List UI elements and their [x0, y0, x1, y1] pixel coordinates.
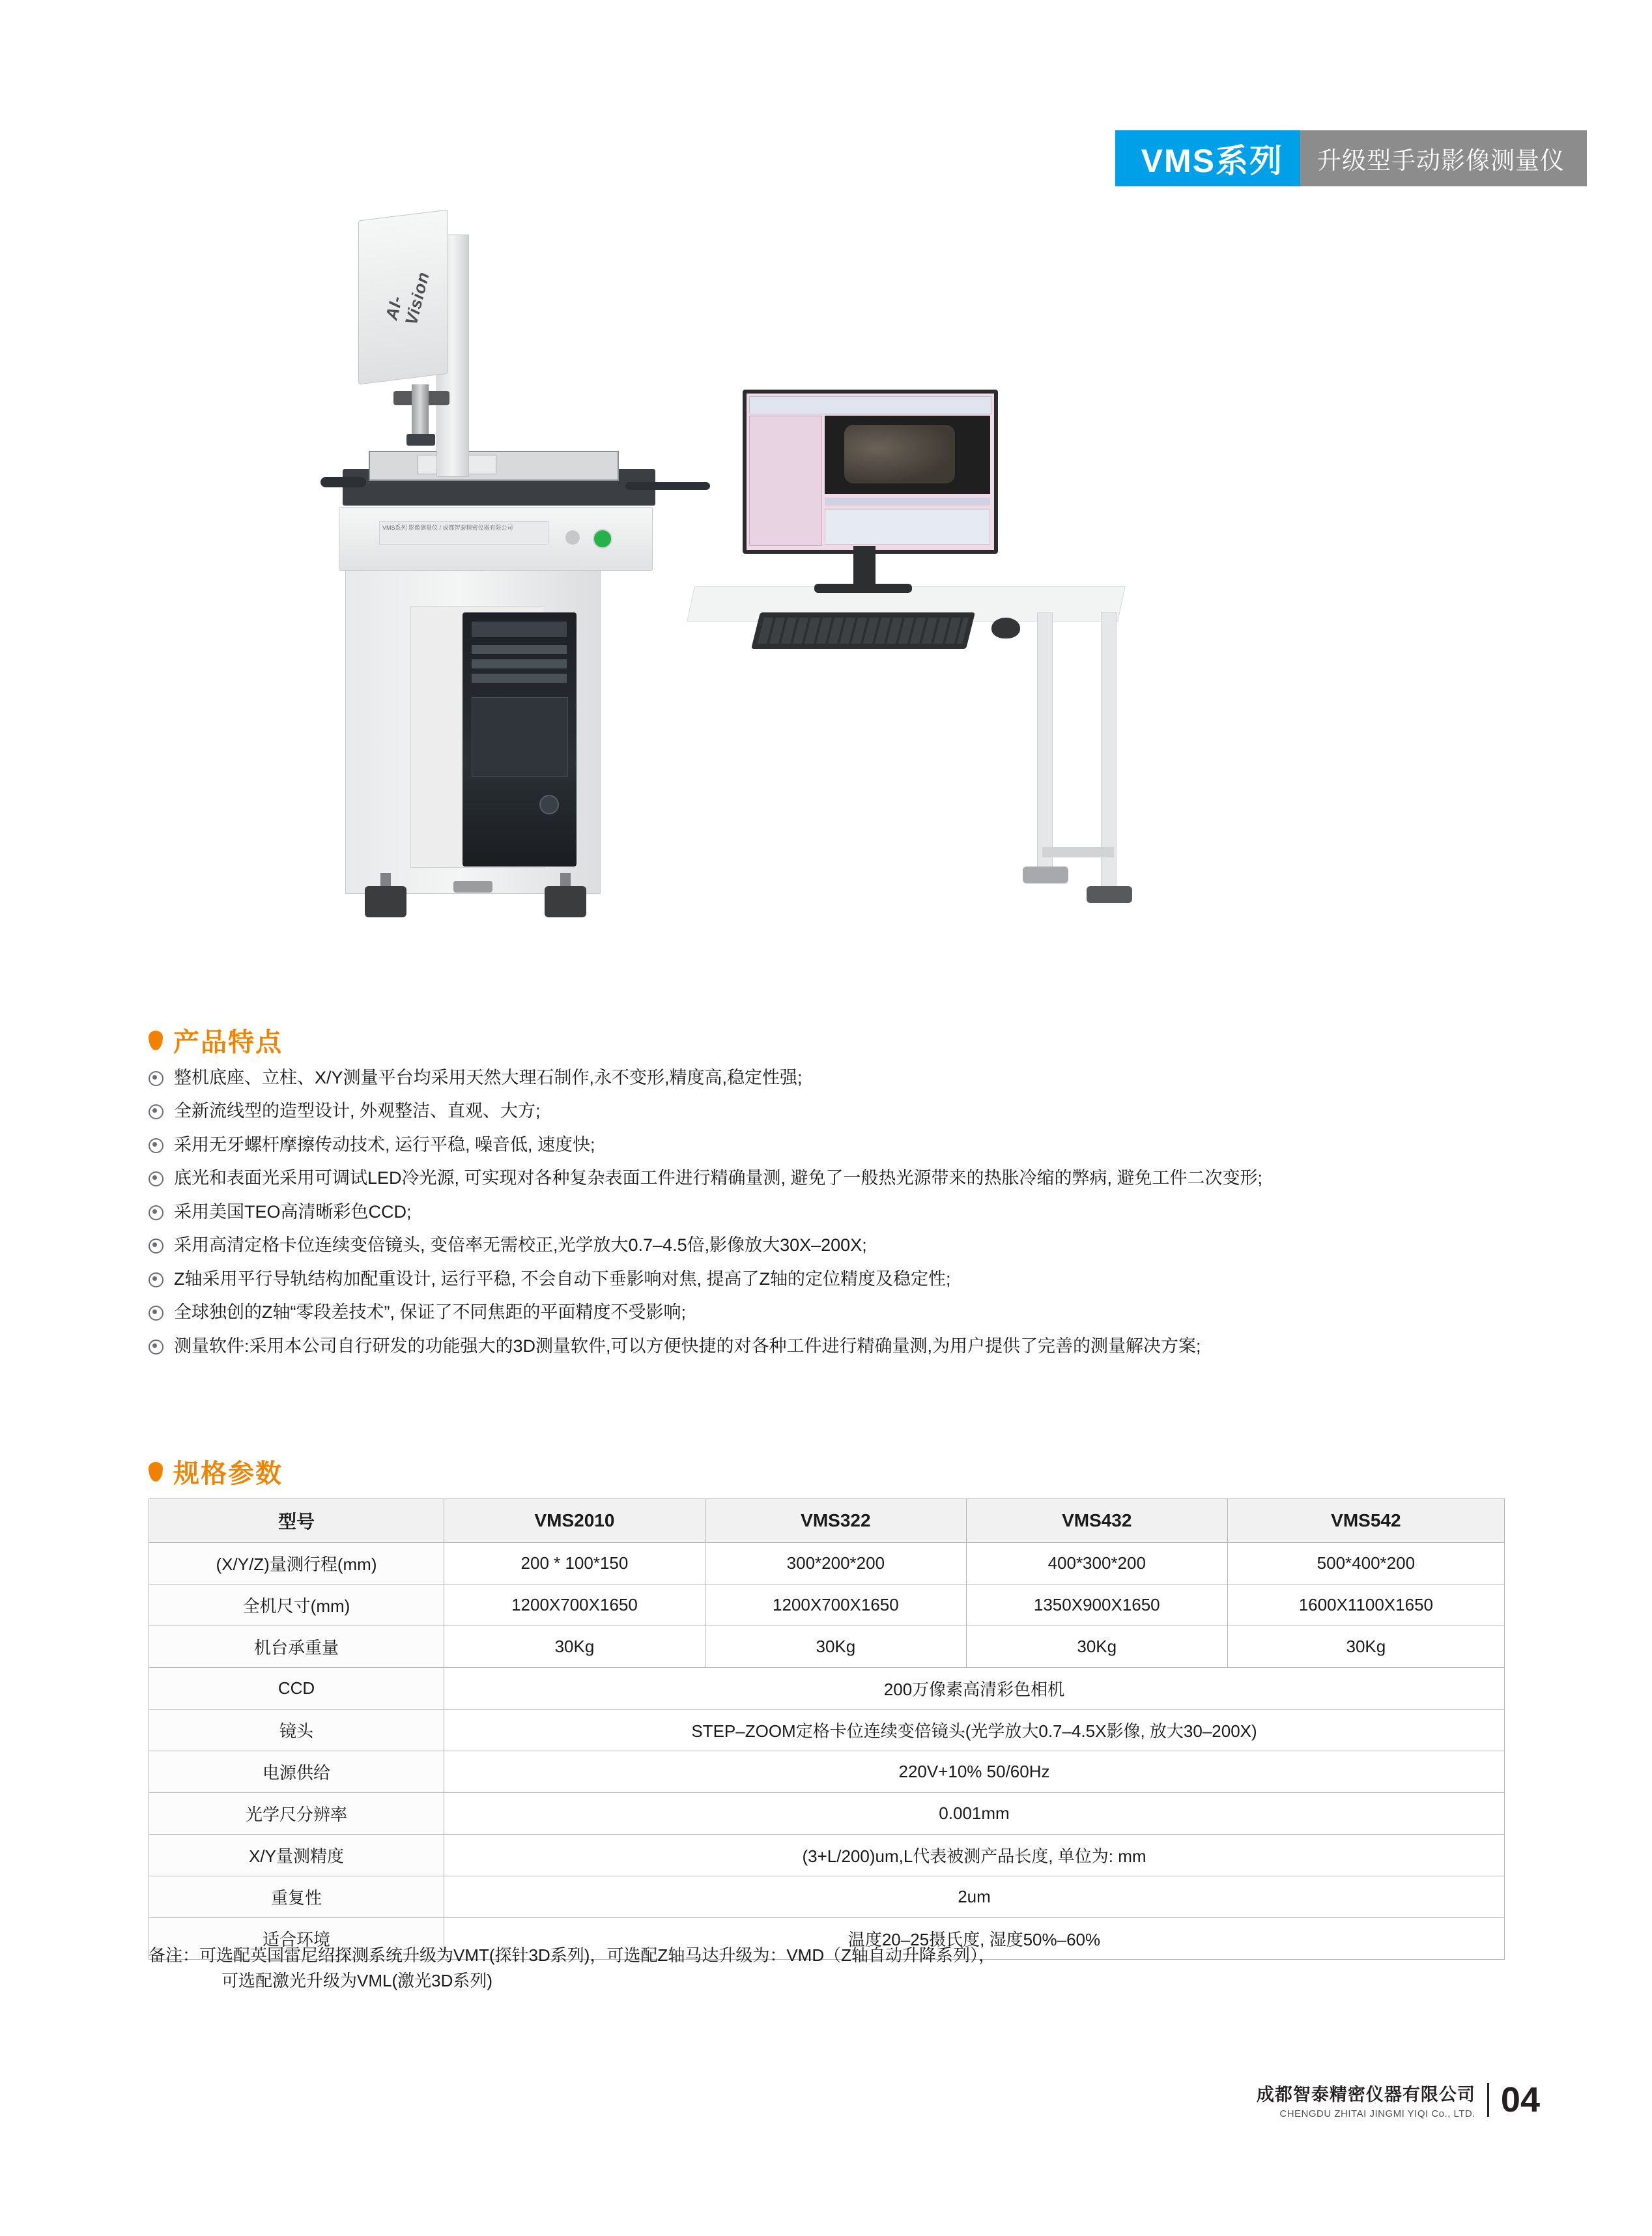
feature-text: Z轴采用平行导轨结构加配重设计, 运行平稳, 不会自动下垂影响对焦, 提高了Z轴的定位精度及稳定性; — [174, 1268, 951, 1289]
feature-text: 采用高清定格卡位连续变倍镜头, 变倍率无需校正,光学放大0.7–4.5倍,影像放大30X–200X; — [174, 1235, 867, 1255]
cell-value: 200万像素高清彩色相机 — [444, 1668, 1505, 1710]
feature-text: 采用无牙螺杆摩擦传动技术, 运行平稳, 噪音低, 速度快; — [174, 1134, 595, 1154]
workpiece-image — [844, 425, 955, 483]
footer-divider — [1487, 2083, 1489, 2117]
table-row — [149, 1668, 1505, 1710]
column-header-vms322: VMS322 — [705, 1499, 966, 1543]
row-label: 重复性 — [149, 1876, 444, 1918]
cabinet-foot-center — [453, 881, 492, 893]
software-toolbar — [749, 396, 991, 414]
monitor-stand-neck — [853, 546, 876, 586]
cabinet-foot-left — [365, 886, 406, 917]
bullet-icon — [149, 1205, 164, 1220]
list-item — [149, 1233, 1536, 1257]
row-label: 镜头 — [149, 1710, 444, 1751]
feature-text: 底光和表面光采用可调试LED冷光源, 可实现对各种复杂表面工件进行精确量测, 避免了一般热光源带来的热胀冷缩的弊病, 避免工件二次变形; — [174, 1168, 1263, 1188]
water-drop-icon — [149, 1462, 163, 1482]
cell-value: 300*200*200 — [705, 1543, 966, 1584]
monitor-screen — [747, 394, 994, 550]
specifications-table — [149, 1498, 1505, 1960]
features-heading-label: 产品特点 — [173, 1028, 283, 1057]
list-item — [149, 1200, 1536, 1224]
software-side-panel — [749, 416, 822, 546]
tower-strip-2 — [472, 659, 567, 668]
cell-value: 30Kg — [966, 1626, 1227, 1668]
row-label: (X/Y/Z)量测行程(mm) — [149, 1543, 444, 1584]
table-row — [149, 1751, 1505, 1793]
desk-leg-left — [1037, 612, 1053, 874]
monitor-stand-base — [814, 584, 912, 593]
desk-foot-left — [1023, 867, 1068, 883]
tower-drive-bay — [472, 622, 567, 637]
table-row — [149, 1626, 1505, 1668]
cell-value: 1600X1100X1650 — [1227, 1584, 1504, 1626]
column-header-vms432: VMS432 — [966, 1499, 1227, 1543]
specs-section-heading — [149, 1453, 283, 1490]
table-row — [149, 1835, 1505, 1876]
note-line-2: 可选配激光升级为VML(激光3D系列) — [221, 1971, 493, 1990]
header-title-sub: 升级型手动影像测量仪 — [1300, 130, 1587, 186]
note-line-1: 备注：可选配英国雷尼绍探测系统升级为VMT(探针3D系列)，可选配Z轴马达升级为：VMD（Z轴自动升降系列）， — [149, 1945, 995, 1965]
cell-value: 30Kg — [705, 1626, 966, 1668]
row-label: 电源供给 — [149, 1751, 444, 1793]
company-block — [1257, 2080, 1475, 2119]
table-header-row — [149, 1499, 1505, 1543]
list-item — [149, 1267, 1536, 1291]
tower-power-button — [539, 795, 559, 814]
table-note — [149, 1943, 1517, 1994]
cell-value: 1350X900X1650 — [966, 1584, 1227, 1626]
tower-strip-1 — [472, 645, 567, 654]
bullet-icon — [149, 1171, 164, 1186]
cell-value: 30Kg — [1227, 1626, 1504, 1668]
table-row — [149, 1793, 1505, 1835]
bullet-icon — [149, 1239, 164, 1254]
feature-text: 整机底座、立柱、X/Y测量平台均采用天然大理石制作,永不变形,精度高,稳定性强; — [174, 1068, 803, 1087]
page-number: 04 — [1500, 2080, 1540, 2119]
feature-text: 全新流线型的造型设计, 外观整洁、直观、大方; — [174, 1101, 541, 1121]
bullet-icon — [149, 1306, 164, 1321]
desk-foot-right — [1087, 886, 1132, 903]
water-drop-icon — [149, 1031, 163, 1050]
software-data-panel — [825, 509, 990, 545]
list-item — [149, 1334, 1536, 1358]
cell-value: 2um — [444, 1876, 1505, 1918]
cell-value: 500*400*200 — [1227, 1543, 1504, 1584]
list-item — [149, 1066, 1536, 1089]
bullet-icon — [149, 1071, 164, 1086]
cell-value: 220V+10% 50/60Hz — [444, 1751, 1505, 1793]
header-title-main: VMS系列 — [1115, 130, 1300, 186]
company-name-en: CHENGDU ZHITAI JINGMI YIQI Co., LTD. — [1279, 2108, 1475, 2119]
table-row — [149, 1876, 1505, 1918]
row-label: 机台承重量 — [149, 1626, 444, 1668]
specs-heading-label: 规格参数 — [173, 1459, 283, 1488]
list-item — [149, 1133, 1536, 1156]
cell-value: 温度20–25摄氏度, 湿度50%–60% — [444, 1918, 1505, 1960]
features-section-heading — [149, 1022, 283, 1059]
row-label: 光学尺分辨率 — [149, 1793, 444, 1835]
column-header-vms2010: VMS2010 — [444, 1499, 705, 1543]
computer-tower — [463, 612, 577, 867]
list-item — [149, 1099, 1536, 1123]
machine-power-button — [593, 529, 612, 549]
cell-value: 1200X700X1650 — [444, 1584, 705, 1626]
machine-base-label: VMS系列 影像测量仪 / 成都智泰精密仪器有限公司 — [379, 521, 548, 545]
mouse — [991, 618, 1020, 638]
bullet-icon — [149, 1138, 164, 1153]
feature-text: 采用美国TEO高清晰彩色CCD; — [174, 1201, 412, 1222]
stage-handle-right — [625, 482, 710, 490]
keyboard — [751, 612, 975, 649]
bullet-icon — [149, 1104, 164, 1119]
machine-brand-logo: AI-Vision — [381, 269, 433, 327]
monitor — [743, 390, 998, 554]
list-item — [149, 1300, 1536, 1324]
keyboard-keys — [758, 618, 969, 644]
product-photo — [339, 195, 1355, 977]
bullet-icon — [149, 1340, 164, 1354]
cell-value: 1200X700X1650 — [705, 1584, 966, 1626]
cell-value: 0.001mm — [444, 1793, 1505, 1835]
cell-value: STEP–ZOOM定格卡位连续变倍镜头(光学放大0.7–4.5X影像, 放大30–200X) — [444, 1710, 1505, 1751]
feature-text: 测量软件:采用本公司自行研发的功能强大的3D测量软件,可以方便快捷的对各种工件进行精确量测,为用户提供了完善的测量解决方案; — [174, 1336, 1201, 1356]
tower-panel — [472, 697, 568, 777]
lens-tube — [412, 384, 429, 437]
row-label: 适合环境 — [149, 1918, 444, 1960]
cell-value: (3+L/200)um,L代表被测产品长度, 单位为: mm — [444, 1835, 1505, 1876]
page-header-banner — [1115, 130, 1587, 186]
column-header-model: 型号 — [149, 1499, 444, 1543]
cell-value: 400*300*200 — [966, 1543, 1227, 1584]
feature-text: 全球独创的Z轴“零段差技术”, 保证了不同焦距的平面精度不受影响; — [174, 1302, 686, 1323]
row-label: CCD — [149, 1668, 444, 1710]
stage-handle-left — [320, 477, 366, 487]
machine-button-gray — [565, 530, 580, 545]
table-row — [149, 1543, 1505, 1584]
cell-value: 200 * 100*150 — [444, 1543, 705, 1584]
page-footer — [1257, 2080, 1540, 2120]
lens-objective — [406, 434, 435, 446]
desk-brace — [1042, 847, 1114, 857]
company-name-cn: 成都智泰精密仪器有限公司 — [1256, 2085, 1475, 2104]
column-header-vms542: VMS542 — [1227, 1499, 1504, 1543]
row-label: X/Y量测精度 — [149, 1835, 444, 1876]
table-row — [149, 1584, 1505, 1626]
features-list — [149, 1066, 1536, 1368]
software-status-bar — [825, 498, 990, 506]
row-label: 全机尺寸(mm) — [149, 1584, 444, 1626]
bullet-icon — [149, 1272, 164, 1287]
list-item — [149, 1166, 1536, 1190]
cabinet-foot-right — [545, 886, 586, 917]
table-row — [149, 1710, 1505, 1751]
tower-strip-3 — [472, 674, 567, 683]
cell-value: 30Kg — [444, 1626, 705, 1668]
